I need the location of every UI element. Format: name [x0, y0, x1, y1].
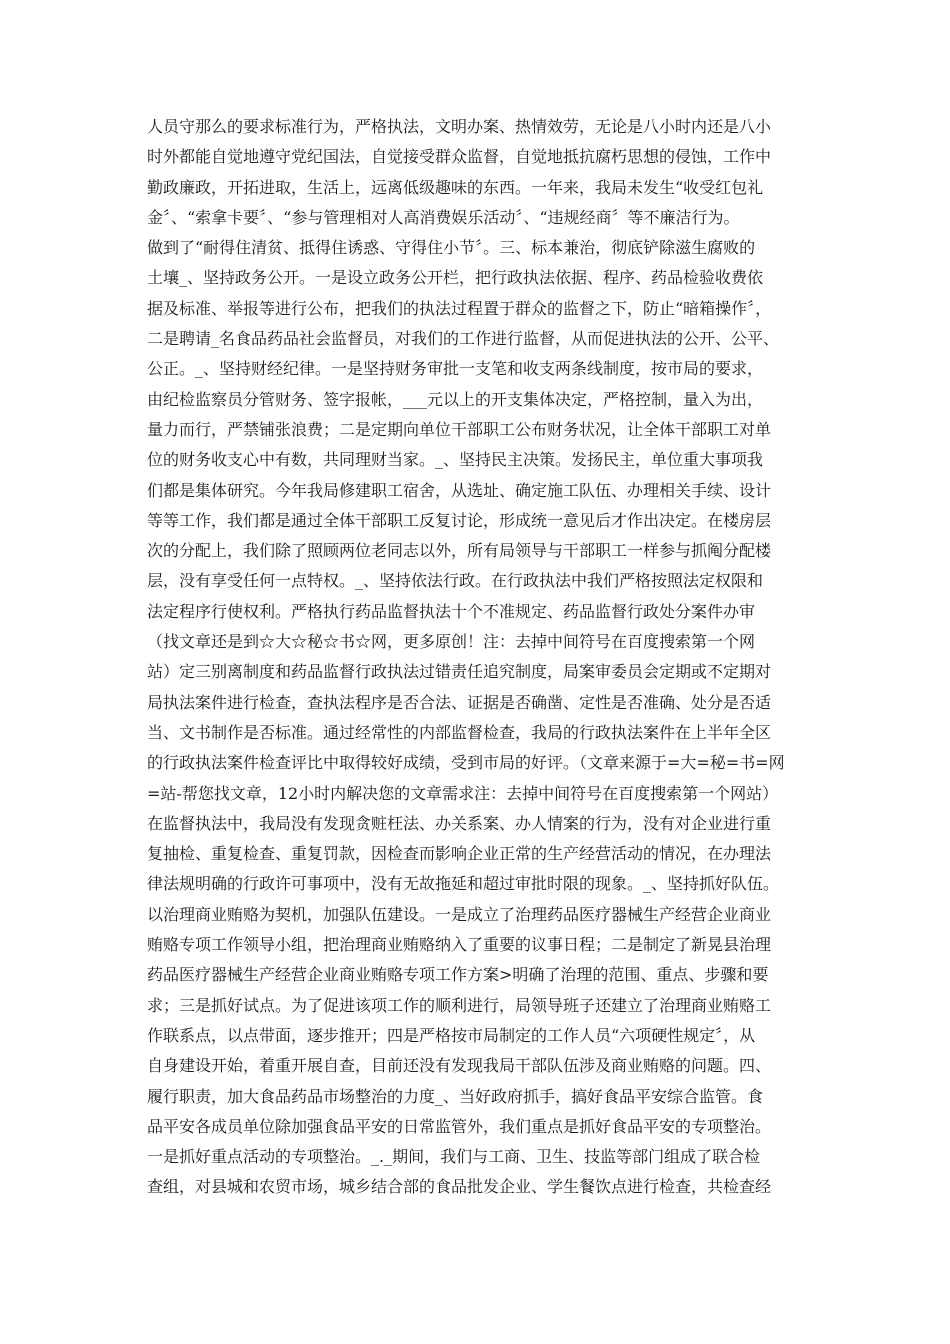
- text-line: 位的财务收支心中有数，共同理财当家。_、坚持民主决策。发扬民主，单位重大事项我: [147, 450, 764, 470]
- text-line: 当、文书制作是否标准。通过经常性的内部监督检查，我局的行政执法案件在上半年全区: [147, 722, 772, 742]
- text-line: 复抽检、重复检查、重复罚款，因检查而影响企业正常的生产经营活动的情况，在办理法: [147, 844, 772, 864]
- text-line: 们都是集体研究。今年我局修建职工宿舍，从选址、确定施工队伍、办理相关手续、设计: [147, 480, 772, 500]
- text-line: 自身建设开始，着重开展自查，目前还没有发现我局干部队伍涉及商业贿赂的问题。四、: [147, 1056, 772, 1076]
- text-line: 履行职责，加大食品药品市场整治的力度_、当好政府抓手，搞好食品平安综合监管。食: [147, 1086, 764, 1106]
- text-line: 法定程序行使权利。严格执行药品监督执法十个不准规定、药品监督行政处分案件办审: [147, 601, 756, 621]
- text-line: 做到了“耐得住清贫、抵得住诱惑、守得住小节〞。三、标本兼治，彻底铲除滋生腐败的: [147, 238, 756, 258]
- text-line: 贿赂专项工作领导小组，把治理商业贿赂纳入了重要的议事日程；二是制定了新晃县治理: [147, 935, 772, 955]
- text-line: 求；三是抓好试点。为了促进该项工作的顺利进行，局领导班子还建立了治理商业贿赂工: [147, 995, 772, 1015]
- text-line: 由纪检监察员分管财务、签字报帐，___元以上的开支集体决定，严格控制，量入为出，: [147, 389, 764, 409]
- text-line: 品平安各成员单位除加强食品平安的日常监管外，我们重点是抓好食品平安的专项整治。: [147, 1116, 772, 1136]
- text-line: 公正。_、坚持财经纪律。一是坚持财务审批一支笔和收支两条线制度，按市局的要求，: [147, 359, 764, 379]
- text-line: 时外都能自觉地遵守党纪国法，自觉接受群众监督，自觉地抵抗腐朽思想的侵蚀，工作中: [147, 147, 772, 167]
- text-line: 人员守那么的要求标准行为，严格执法，文明办案、热情效劳，无论是八小时内还是八小: [147, 117, 772, 136]
- text-line: 查组，对县城和农贸市场，城乡结合部的食品批发企业、学生餐饮点进行检查，共检查经: [147, 1177, 772, 1197]
- text-line: （找文章还是到☆大☆秘☆书☆网，更多原创！注：去掉中间符号在百度搜索第一个网: [147, 632, 756, 652]
- text-line: 勤政廉政，开拓进取，生活上，远离低级趣味的东西。一年来，我局未发生“收受红包礼: [147, 177, 764, 197]
- text-line: 的行政执法案件检查评比中取得较好成绩，受到市局的好评。（文章来源于=大=秘=书=网: [147, 753, 785, 773]
- text-line: 律法规明确的行政许可事项中，没有无故拖延和超过审批时限的现象。_、坚持抓好队伍。: [147, 874, 780, 894]
- text-line: 据及标准、举报等进行公布，把我们的执法过程置于群众的监督之下，防止“暗箱操作〞，: [147, 298, 772, 318]
- text-line: 在监督执法中，我局没有发现贪赃枉法、办关系案、办人情案的行为，没有对企业进行重: [147, 813, 772, 833]
- text-line: 等等工作，我们都是通过全体干部职工反复讨论，形成统一意见后才作出决定。在楼房层: [147, 510, 772, 530]
- body-text: [147, 112, 817, 1203]
- text-line: 局执法案件进行检查，查执法程序是否合法、证据是否确凿、定性是否准确、处分是否适: [147, 692, 772, 712]
- text-line: 站）定三别离制度和药品监督行政执法过错责任追究制度，局案审委员会定期或不定期对: [147, 662, 772, 682]
- text-line: 一是抓好重点活动的专项整治。_._期间，我们与工商、卫生、技监等部门组成了联合检: [147, 1147, 761, 1167]
- text-line: 层，没有享受任何一点特权。_、坚持依法行政。在行政执法中我们严格按照法定权限和: [147, 571, 764, 591]
- text-line: =站-帮您找文章，12小时内解决您的文章需求注：去掉中间符号在百度搜索第一个网站）: [147, 783, 779, 803]
- text-line: 次的分配上，我们除了照顾两位老同志以外，所有局领导与干部职工一样参与抓阄分配楼: [147, 541, 772, 561]
- text-line: 土壤_、坚持政务公开。一是设立政务公开栏，把行政执法依据、程序、药品检验收费依: [147, 268, 764, 288]
- text-line: 作联系点，以点带面，逐步推开；四是严格按市局制定的工作人员“六项硬性规定〞，从: [147, 1025, 756, 1045]
- text-line: 药品医疗器械生产经营企业商业贿赂专项工作方案>明确了治理的范围、重点、步骤和要: [147, 965, 769, 985]
- text-line: 二是聘请_名食品药品社会监督员，对我们的工作进行监督，从而促进执法的公开、公平、: [147, 329, 780, 349]
- text-line: 量力而行，严禁铺张浪费；二是定期向单位干部职工公布财务状况，让全体干部职工对单: [147, 419, 772, 439]
- text-line: 以治理商业贿赂为契机，加强队伍建设。一是成立了治理药品医疗器械生产经营企业商业: [147, 904, 772, 924]
- text-line: 金〞、“索拿卡要〞、“参与管理相对人高消费娱乐活动〞、“违规经商〞等不廉洁行为。: [147, 207, 740, 227]
